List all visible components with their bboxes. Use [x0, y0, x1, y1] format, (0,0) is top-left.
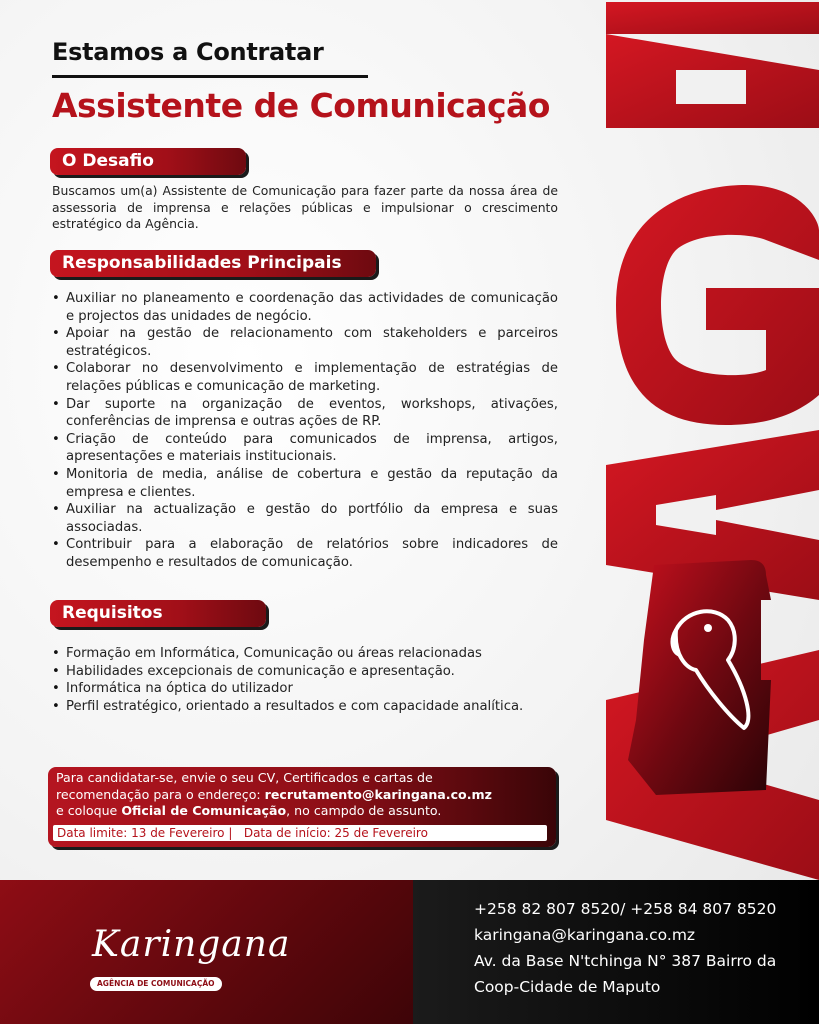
application-subject: Oficial de Comunicação: [121, 803, 287, 819]
requirements-heading: Requisitos: [50, 600, 266, 627]
list-item: • Monitoria de media, análise de cobertura e gestão da reputação da empresa e clientes.: [52, 466, 558, 501]
application-line-3: [56, 803, 551, 820]
list-item: • Dar suporte na organização de eventos, workshops, ativações, conferências de imprensa e outras ações de RP.: [52, 396, 558, 431]
application-line-3-prefix: e coloque: [56, 803, 122, 819]
application-line-1: Para candidatar-se, envie o seu CV, Certificados e cartas de: [56, 770, 433, 785]
list-item: • Habilidades excepcionais de comunicação e apresentação.: [52, 663, 558, 681]
vaga-letter-g: [616, 185, 819, 425]
list-item: • Formação em Informática, Comunicação ou áreas relacionadas: [52, 645, 558, 663]
kicker-underline: [52, 75, 368, 78]
list-item: • Criação de conteúdo para comunicados de imprensa, artigos, apresentações e materiais institucionais.: [52, 431, 558, 466]
list-item: • Auxiliar na actualização e gestão do portfólio da empresa e suas associadas.: [52, 501, 558, 536]
parrot-logo-box: [628, 560, 771, 795]
vaga-letter-a-top: [606, 2, 819, 128]
list-item: • Perfil estratégico, orientado a resultados e com capacidade analítica.: [52, 698, 558, 716]
responsibilities-list: [52, 290, 558, 572]
list-item: • Contribuir para a elaboração de relatórios sobre indicadores de desempenho e resultados de comunicação.: [52, 536, 558, 571]
requirements-list: [52, 645, 558, 715]
list-item: • Colaborar no desenvolvimento e implementação de estratégias de relações públicas e comunicação de marketing.: [52, 360, 558, 395]
dates-bar: [53, 825, 547, 841]
contact-address-line-1: Av. da Base N'tchinga N° 387 Bairro da: [474, 952, 777, 970]
start-date: Data de início: 25 de Fevereiro: [243, 826, 428, 840]
responsibilities-heading: Responsabilidades Principais: [50, 250, 376, 277]
challenge-text: Buscamos um(a) Assistente de Comunicação para fazer parte da nossa área de assessoria de imprensa e relações públicas e impulsionar o crescimento estratégico da Agência.: [52, 183, 558, 231]
contact-phone[interactable]: +258 82 807 8520/ +258 84 807 8520: [474, 900, 777, 918]
deadline-date: Data limite: 13 de Fevereiro |: [57, 826, 233, 840]
vaga-banner: [596, 0, 819, 880]
hiring-kicker: Estamos a Contratar: [52, 38, 324, 66]
contact-email[interactable]: karingana@karingana.co.mz: [474, 926, 696, 944]
list-item: • Informática na óptica do utilizador: [52, 680, 558, 698]
application-line-2-prefix: recomendação para o endereço:: [56, 786, 265, 802]
contact-address-line-2: Coop-Cidade de Maputo: [474, 978, 661, 996]
application-line-3-suffix: , no campdo de assunto.: [286, 803, 442, 819]
list-item: • Apoiar na gestão de relacionamento com stakeholders e parceiros estratégicos.: [52, 325, 558, 360]
list-item: • Auxiliar no planeamento e coordenação das actividades de comunicação e projectos das unidades de negócio.: [52, 290, 558, 325]
brand-logo-wordmark: Karingana: [92, 924, 291, 965]
application-line-2: [56, 787, 551, 804]
challenge-heading: O Desafio: [50, 148, 246, 175]
job-title: Assistente de Comunicação: [52, 86, 550, 125]
brand-tagline: AGÊNCIA DE COMUNICAÇÃO: [90, 977, 222, 991]
application-email-link[interactable]: recrutamento@karingana.co.mz: [264, 786, 492, 802]
application-text: [56, 770, 551, 820]
